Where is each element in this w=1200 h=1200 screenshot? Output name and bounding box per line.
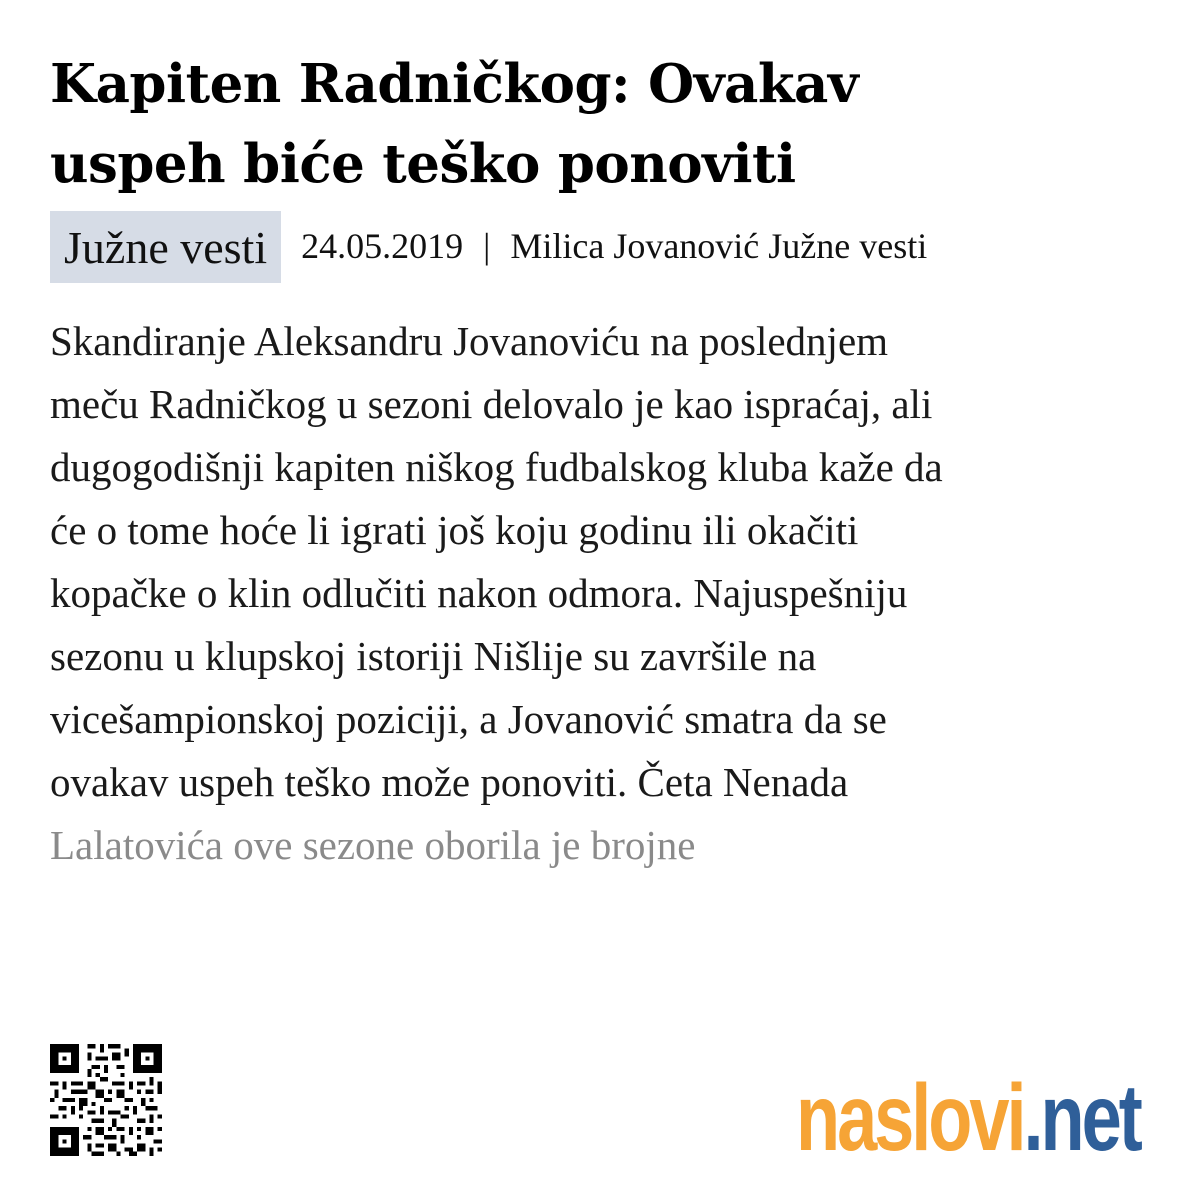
qr-code-icon[interactable] [46, 1037, 166, 1163]
publish-date: 24.05.2019 [301, 226, 464, 266]
headline-line-2: uspeh biće teško ponoviti [50, 133, 796, 195]
meta-separator: | [483, 226, 491, 266]
article-body [50, 310, 1160, 877]
logo-text-naslovi: naslovi [796, 1065, 1024, 1171]
author-name: Milica Jovanović Južne vesti [510, 226, 928, 266]
article-headline [50, 44, 1150, 204]
body-line-5: kopačke o klin odlučiti nakon odmora. Najuspešniju [50, 570, 908, 616]
article-meta [50, 211, 927, 283]
body-line-1: Skandiranje Aleksandru Jovanoviću na poslednjem [50, 318, 889, 364]
body-line-8: ovakav uspeh teško može ponoviti. Četa Nenada [50, 759, 849, 805]
body-line-4: će o tome hoće li igrati još koju godinu ili okačiti [50, 507, 859, 553]
logo-text-net: .net [1023, 1065, 1140, 1171]
source-badge[interactable]: Južne vesti [50, 211, 281, 283]
body-line-9-faded: Lalatovića ove sezone oborila je brojne [50, 822, 696, 868]
naslovi-net-logo[interactable] [796, 1065, 1140, 1171]
meta-line [301, 225, 927, 267]
body-line-7: vicešampionskoj poziciji, a Jovanović smatra da se [50, 696, 887, 742]
body-line-3: dugogodišnji kapiten niškog fudbalskog kluba kaže da [50, 444, 943, 490]
body-line-2: meču Radničkog u sezoni delovalo je kao ispraćaj, ali [50, 381, 933, 427]
headline-line-1: Kapiten Radničkog: Ovakav [50, 53, 859, 115]
body-line-6: sezonu u klupskoj istoriji Nišlije su završile na [50, 633, 817, 679]
